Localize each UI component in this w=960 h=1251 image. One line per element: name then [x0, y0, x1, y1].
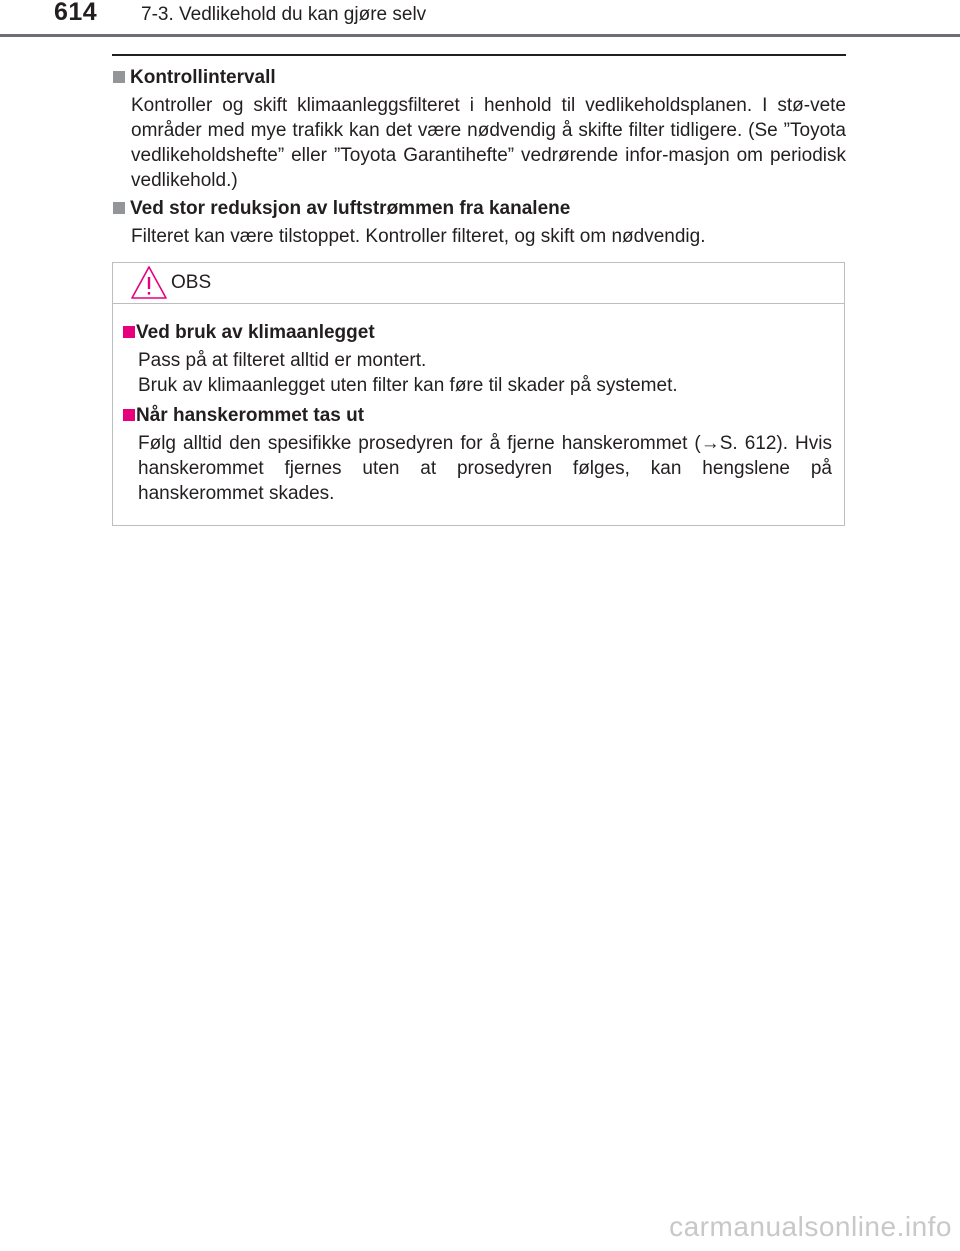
square-bullet-icon — [123, 409, 135, 421]
section-body — [138, 348, 832, 398]
chapter-title: 7-3. Vedlikehold du kan gjøre selv — [141, 4, 427, 25]
square-bullet-icon — [113, 71, 125, 83]
paragraph: Følg alltid den spesifikke prosedyren for å fjerne hanskerommet (→S. 612). Hvis hanskerommet fjernes uten at prosedyren følges, kan hengslene på hanskerommet skades. — [138, 433, 832, 504]
section-kontrollintervall — [112, 66, 846, 193]
caution-header — [113, 263, 844, 304]
caution-label: OBS — [171, 272, 212, 293]
content-rule — [112, 54, 846, 56]
paragraph: Bruk av klimaanlegget uten filter kan føre til skader på systemet. — [138, 375, 678, 396]
header-rule — [0, 34, 960, 37]
caution-section-klimaanlegg — [113, 321, 846, 398]
page-header — [0, 0, 960, 36]
caution-box — [112, 262, 845, 526]
section-heading-text: Kontrollintervall — [130, 67, 276, 88]
footer-watermark: carmanualsonline.info — [669, 1211, 952, 1242]
paragraph: Kontroller og skift klimaanleggsfilteret i henhold til vedlikeholdsplanen. I stø-vete områder med mye trafikk kan det være nødvendig å skifte filter tidligere. (Se ”Toyota vedlikeholdshefte” eller ”Toyota Garantihefte” vedrørende infor-masjon om periodisk vedlikehold.) — [131, 95, 846, 191]
caution-section-hanskerom — [113, 404, 846, 506]
section-heading-text: Når hanskerommet tas ut — [136, 405, 365, 426]
section-heading — [113, 321, 846, 345]
section-heading-text: Ved bruk av klimaanlegget — [136, 322, 375, 343]
section-heading — [112, 66, 846, 90]
paragraph: Filteret kan være tilstoppet. Kontroller filteret, og skift om nødvendig. — [131, 226, 706, 247]
section-heading — [112, 197, 846, 221]
square-bullet-icon — [123, 326, 135, 338]
section-body — [138, 431, 832, 506]
section-body — [131, 93, 846, 193]
paragraph: Pass på at filteret alltid er montert. — [138, 350, 427, 371]
section-luftstrom — [112, 197, 846, 249]
warning-triangle-icon — [130, 265, 168, 300]
section-heading-text: Ved stor reduksjon av luftstrømmen fra kanalene — [130, 198, 571, 219]
square-bullet-icon — [113, 202, 125, 214]
section-body — [131, 224, 846, 249]
page-number: 614 — [54, 0, 98, 26]
section-heading — [113, 404, 846, 428]
